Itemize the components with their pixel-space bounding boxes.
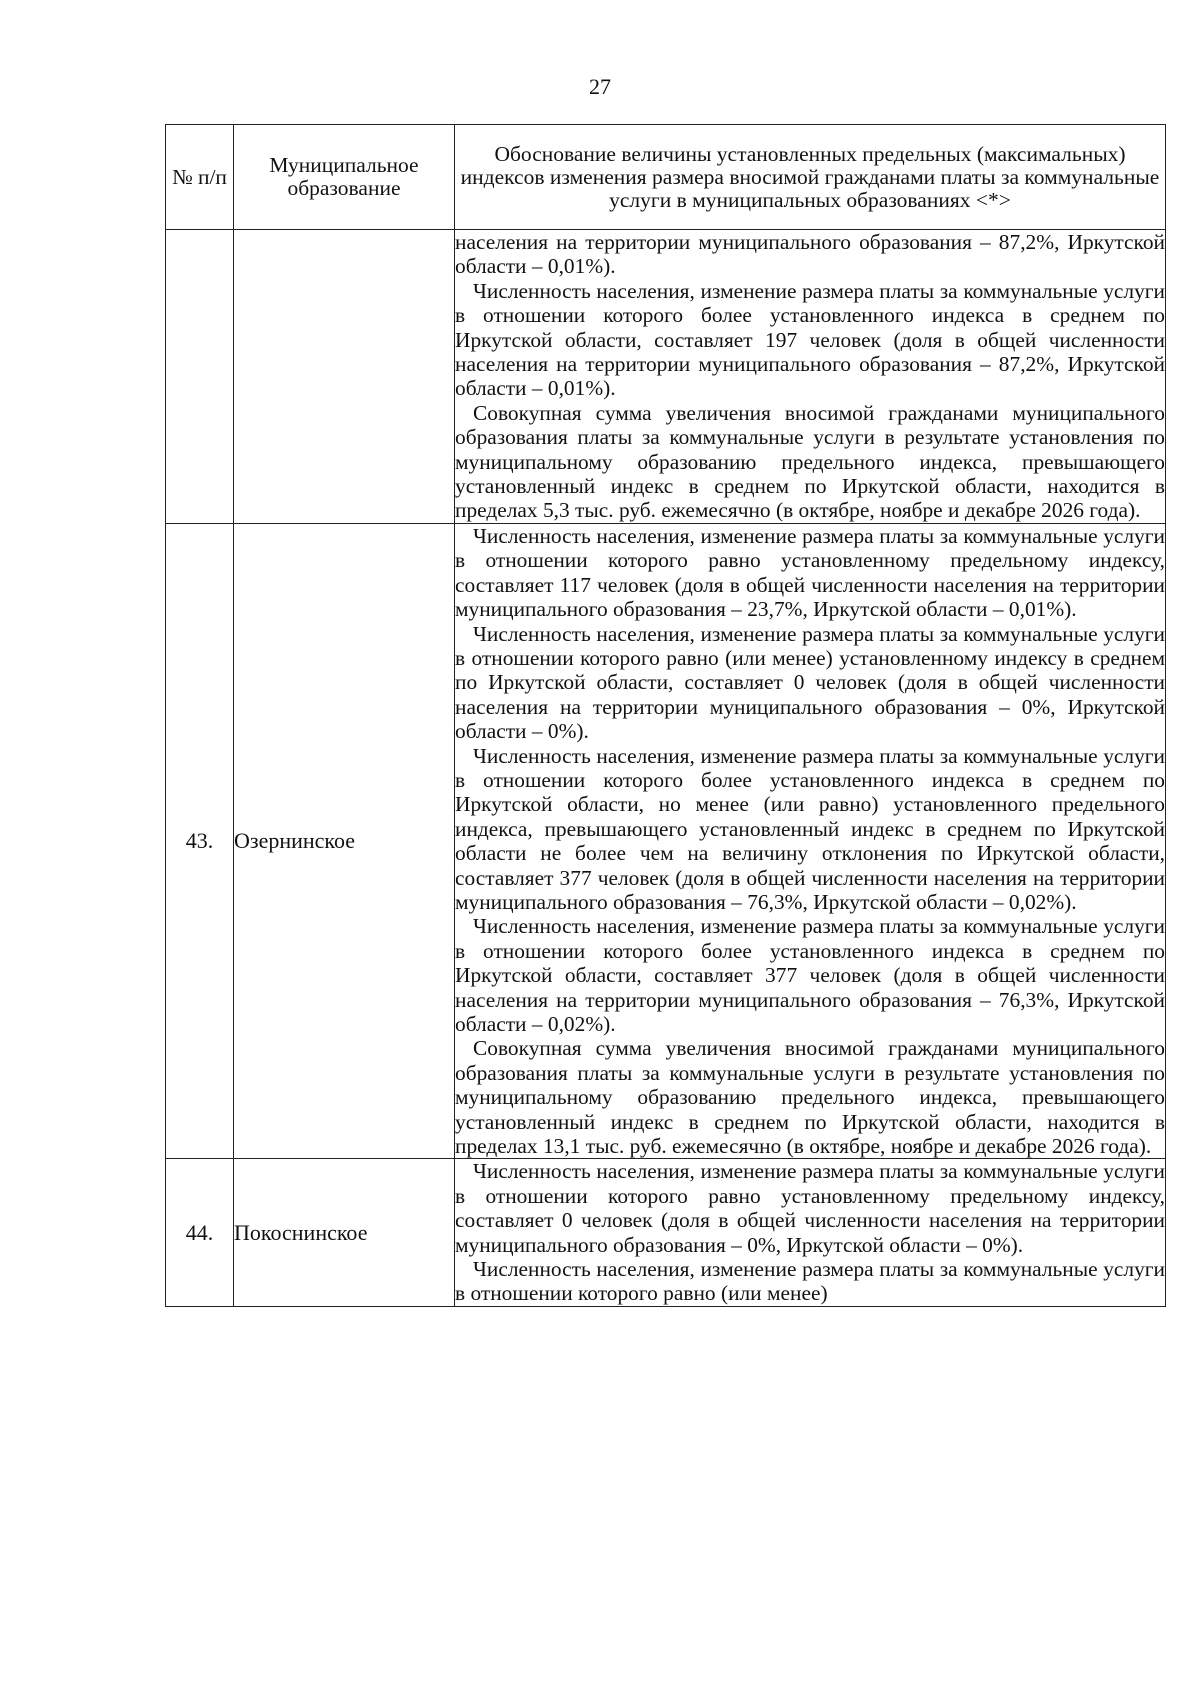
justification-paragraph: Численность населения, изменение размера платы за коммунальные услуги в отношении которого более установленного индекса в среднем по Иркутской области, но менее (или равно) установленного предельного индекса, превышающего установленный индекс в среднем по Иркутской области не более чем на величину отклонения по Иркутской области, составляет 377 человек (доля в общей численности населения на территории муниципального образования – 76,3%, Иркутской области – 0,02%). (455, 743, 1165, 914)
justification-cell (455, 523, 1166, 1159)
justification-paragraph: Численность населения, изменение размера платы за коммунальные услуги в отношении которого более установленного индекса в среднем по Иркутской области, составляет 197 человек (доля в общей численности населения на территории муниципального образования – 87,2%, Иркутской области – 0,01%). (455, 278, 1165, 401)
justification-cell (455, 1159, 1166, 1306)
justification-table (165, 124, 1166, 1307)
table-row (166, 1159, 1166, 1306)
table-row (166, 523, 1166, 1159)
header-number: № п/п (166, 125, 234, 230)
justification-paragraph: Совокупная сумма увеличения вносимой гражданами муниципального образования платы за коммунальные услуги в результате установления по муниципальному образованию предельного индекса, превышающего установленный индекс в среднем по Иркутской области, находится в пределах 13,1 тыс. руб. ежемесячно (в октябре, ноябре и декабре 2026 года). (455, 1036, 1165, 1159)
table-header-row (166, 125, 1166, 230)
municipality-name (234, 230, 455, 524)
row-number: 44. (166, 1159, 234, 1306)
row-number (166, 230, 234, 524)
justification-paragraph: Численность населения, изменение размера платы за коммунальные услуги в отношении которого равно (или менее) установленному индексу в среднем по Иркутской области, составляет 0 человек (доля в общей численности населения на территории муниципального образования – 0%, Иркутской области – 0%). (455, 621, 1165, 744)
justification-paragraph: Численность населения, изменение размера платы за коммунальные услуги в отношении которого равно (или менее) (455, 1257, 1165, 1306)
row-number: 43. (166, 523, 234, 1159)
justification-paragraph: Совокупная сумма увеличения вносимой гражданами муниципального образования платы за коммунальные услуги в результате установления по муниципальному образованию предельного индекса, превышающего установленный индекс в среднем по Иркутской области, находится в пределах 5,3 тыс. руб. ежемесячно (в октябре, ноябре и декабре 2026 года). (455, 400, 1165, 523)
justification-paragraph: населения на территории муниципального образования – 87,2%, Иркутской области – 0,01%). (455, 230, 1165, 279)
page-number: 27 (589, 74, 611, 99)
justification-paragraph: Численность населения, изменение размера платы за коммунальные услуги в отношении которого равно установленному предельному индексу, составляет 117 человек (доля в общей численности населения на территории муниципального образования – 23,7%, Иркутской области – 0,01%). (455, 523, 1165, 622)
header-justification: Обоснование величины установленных предельных (максимальных) индексов изменения размера вносимой гражданами платы за коммунальные услуги в муниципальных образованиях <*> (455, 125, 1166, 230)
municipality-name: Озернинское (234, 523, 455, 1159)
justification-paragraph: Численность населения, изменение размера платы за коммунальные услуги в отношении которого более установленного индекса в среднем по Иркутской области, составляет 377 человек (доля в общей численности населения на территории муниципального образования – 76,3%, Иркутской области – 0,02%). (455, 914, 1165, 1036)
header-municipality: Муниципальное образование (234, 125, 455, 230)
justification-paragraph: Численность населения, изменение размера платы за коммунальные услуги в отношении которого равно установленному предельному индексу, составляет 0 человек (доля в общей численности населения на территории муниципального образования – 0%, Иркутской области – 0%). (455, 1159, 1165, 1257)
municipality-name: Покоснинское (234, 1159, 455, 1306)
table-row (166, 230, 1166, 524)
justification-cell (455, 230, 1166, 524)
